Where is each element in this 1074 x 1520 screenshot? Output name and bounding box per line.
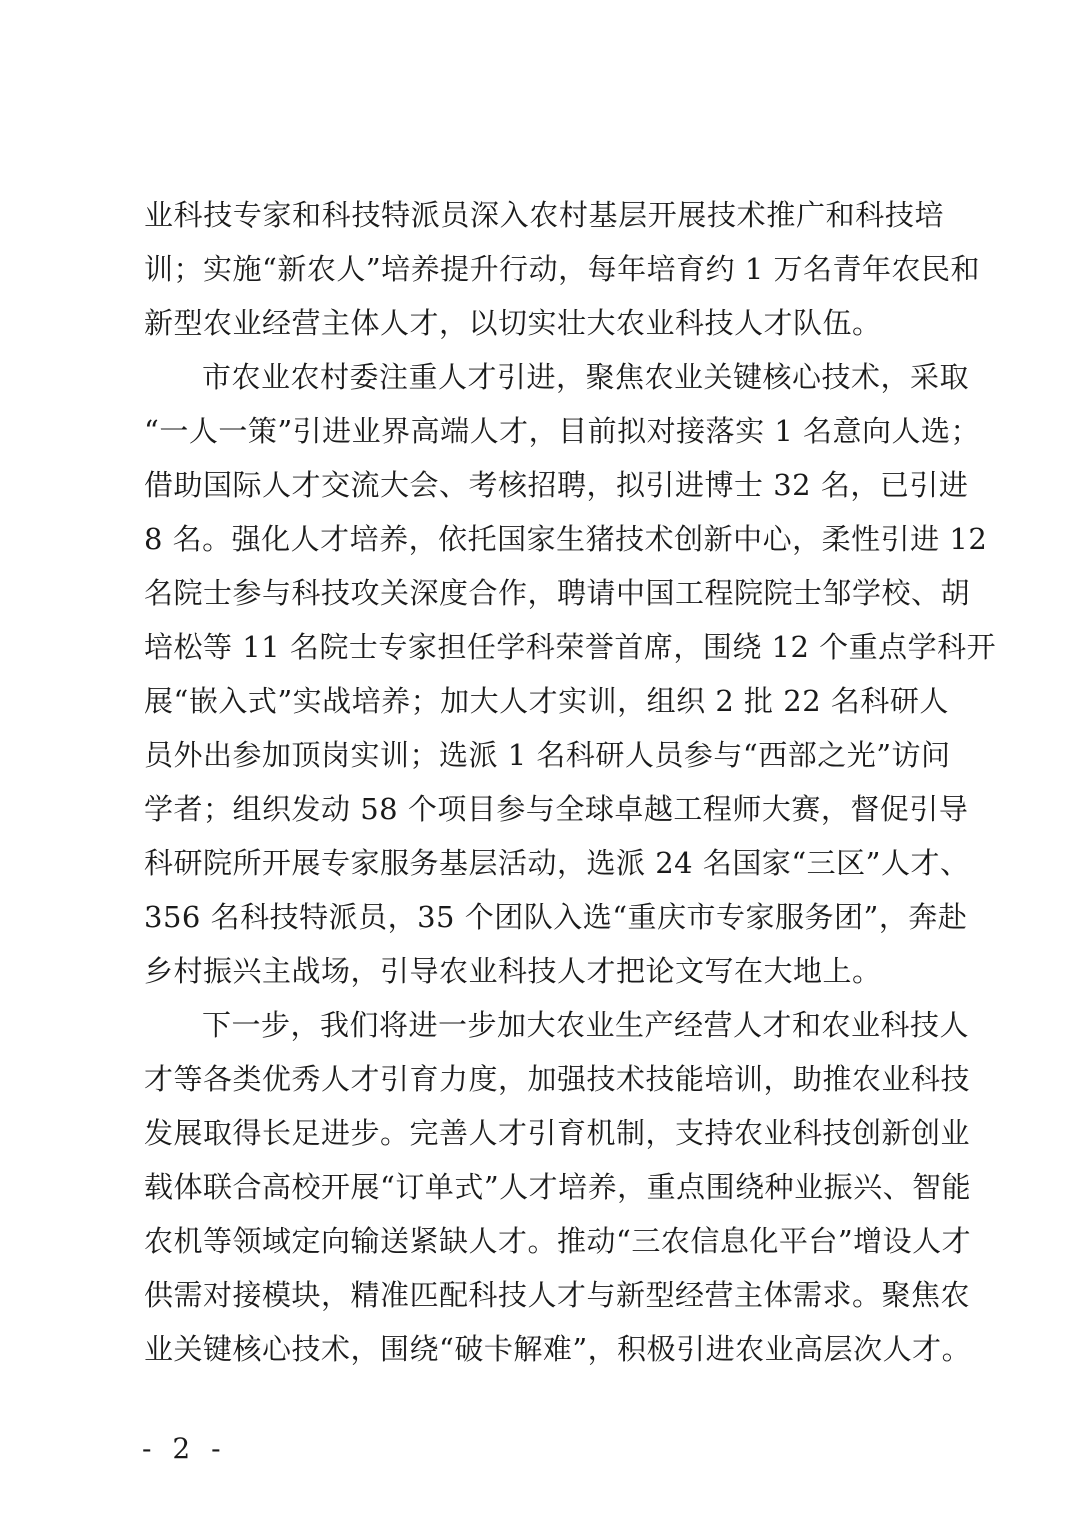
paragraph-3-line-5: 农机等领域定向输送紧缺人才。推动“三农信息化平台”增设人才 — [144, 1224, 972, 1258]
paragraph-2-line-10: 科研院所开展专家服务基层活动，选派 24 名国家“三区”人才、 — [144, 846, 970, 880]
paragraph-3-line-4: 载体联合高校开展“订单式”人才培养，重点围绕种业振兴、智能 — [144, 1170, 972, 1204]
paragraph-2-line-8: 员外出参加顶岗实训；选派 1 名科研人员参与“西部之光”访问 — [144, 738, 951, 772]
paragraph-2-line-3: 借助国际人才交流大会、考核招聘，拟引进博士 32 名，已引进 — [144, 468, 969, 502]
paragraph-2-line-11: 356 名科技特派员，35 个团队入选“重庆市专家服务团”，奔赴 — [144, 900, 968, 934]
paragraph-1-line-2: 训；实施“新农人”培养提升行动，每年培育约 1 万名青年农民和 — [144, 252, 981, 286]
paragraph-3-line-1: 下一步，我们将进一步加大农业生产经营人才和农业科技人 — [202, 1008, 970, 1042]
paragraph-3-line-7: 业关键核心技术，围绕“破卡解难”，积极引进农业高层次人才。 — [144, 1332, 972, 1366]
paragraph-3-line-3: 发展取得长足进步。完善人才引育机制，支持农业科技创新创业 — [144, 1116, 971, 1150]
paragraph-2-line-7: 展“嵌入式”实战培养；加大人才实训，组织 2 批 22 名科研人 — [144, 684, 949, 718]
paragraph-2-line-9: 学者；组织发动 58 个项目参与全球卓越工程师大赛，督促引导 — [144, 792, 969, 826]
paragraph-2-line-12: 乡村振兴主战场，引导农业科技人才把论文写在大地上。 — [144, 954, 882, 988]
paragraph-2-line-6: 培松等 11 名院士专家担任学科荣誉首席，围绕 12 个重点学科开 — [144, 630, 997, 664]
paragraph-2-line-1: 市农业农村委注重人才引进，聚焦农业关键核心技术，采取 — [202, 360, 970, 394]
paragraph-2-line-4: 8 名。强化人才培养，依托国家生猪技术创新中心，柔性引进 12 — [144, 522, 988, 556]
paragraph-2-line-2: “一人一策”引进业界高端人才，目前拟对接落实 1 名意向人选； — [144, 414, 981, 448]
paragraph-1-line-3: 新型农业经营主体人才，以切实壮大农业科技人才队伍。 — [144, 306, 882, 340]
page-number: - 2 - — [142, 1432, 227, 1465]
body-text — [144, 188, 997, 1376]
paragraph-3-line-2: 才等各类优秀人才引育力度，加强技术技能培训，助推农业科技 — [144, 1062, 971, 1096]
paragraph-3-line-6: 供需对接模块，精准匹配科技人才与新型经营主体需求。聚焦农 — [144, 1278, 971, 1312]
paragraph-1-line-1: 业科技专家和科技特派员深入农村基层开展技术推广和科技培 — [144, 198, 944, 232]
paragraph-2-line-5: 名院士参与科技攻关深度合作，聘请中国工程院院士邹学校、胡 — [144, 576, 971, 610]
